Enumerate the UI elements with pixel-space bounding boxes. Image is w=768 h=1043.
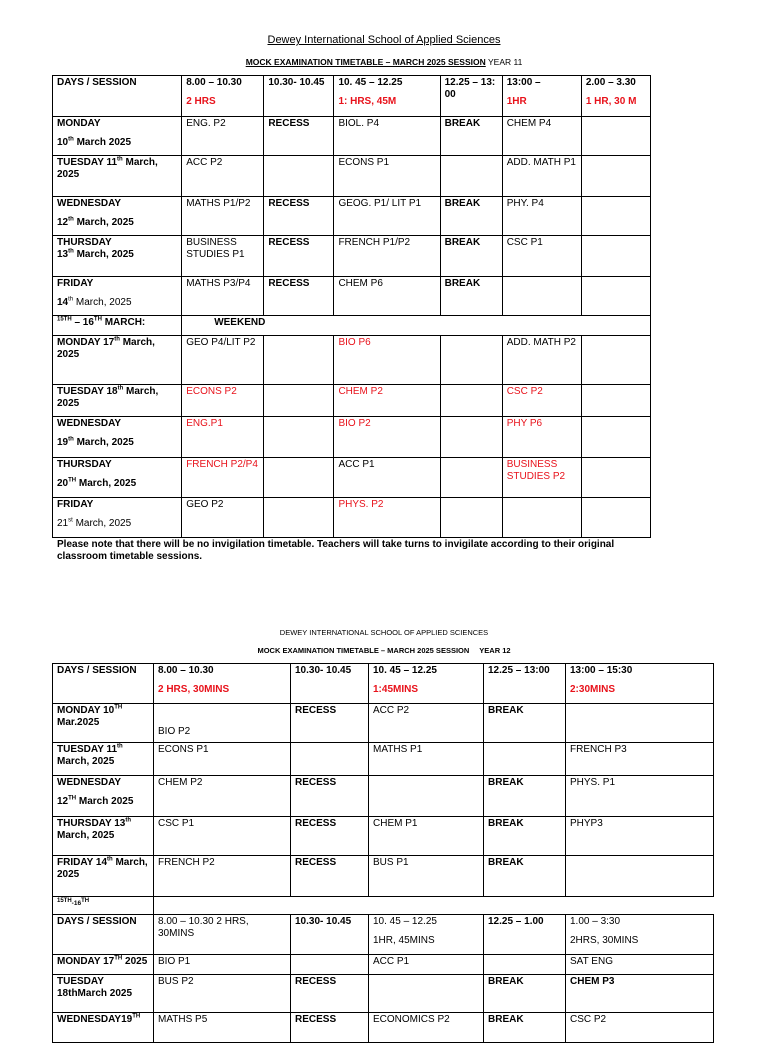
break-cell: BREAK: [484, 817, 566, 856]
break-cell: BREAK: [484, 856, 566, 897]
recess-cell: RECESS: [264, 197, 334, 236]
exam-cell: PHY P6: [502, 417, 581, 458]
exam-cell: CHEM P2: [154, 776, 291, 817]
exam-cell: PHY. P4: [502, 197, 581, 236]
exam-cell: [581, 117, 650, 156]
weekend-row: [53, 316, 651, 336]
weekend-blank: [484, 897, 566, 915]
day-cell: THURSDAY 13th March, 2025: [53, 236, 182, 277]
recess-cell: [264, 156, 334, 197]
day-cell: WEDNESDAY19TH: [53, 1013, 154, 1043]
exam-cell: MATHS P3/P4: [182, 277, 264, 316]
year-label: YEAR 11: [485, 57, 523, 67]
exam-cell: [369, 975, 484, 1013]
exam-cell: [581, 498, 650, 538]
exam-cell: BIO P1: [154, 955, 291, 975]
header-break: 12.25 – 13:00: [484, 664, 566, 704]
day-cell: FRIDAY 14th March, 2025: [53, 277, 182, 316]
table-header-row: [53, 76, 651, 117]
break-cell: [440, 336, 502, 385]
exam-cell: ECONS P1: [154, 743, 291, 776]
recess-cell: [264, 458, 334, 498]
table-header-row-2: [53, 915, 714, 955]
timetable-subtitle: [0, 57, 768, 67]
exam-cell: MATHS P5: [154, 1013, 291, 1043]
table-row: [53, 156, 651, 197]
header-session-1: 8.00 – 10.30 2 HRS: [182, 76, 264, 117]
header-session-1: 8.00 – 10.30 2 HRS, 30MINS: [154, 915, 291, 955]
table-row: [53, 236, 651, 277]
table-row: [53, 1013, 714, 1043]
exam-cell: GEOG. P1/ LIT P1: [334, 197, 440, 236]
exam-cell: ENG. P2: [182, 117, 264, 156]
timetable-subtitle-2: [0, 646, 768, 655]
table-row: [53, 817, 714, 856]
school-title-2: DEWEY INTERNATIONAL SCHOOL OF APPLIED SCIENCES: [279, 628, 489, 637]
table-row: [53, 856, 714, 897]
school-title: Dewey International School of Applied Sciences: [267, 34, 501, 46]
exam-cell: BUS P2: [154, 975, 291, 1013]
table-row: [53, 776, 714, 817]
weekend-blank: [291, 897, 369, 915]
day-cell: THURSDAY 20TH March, 2025: [53, 458, 182, 498]
exam-cell: [581, 236, 650, 277]
day-cell: WEDNESDAY 19th March, 2025: [53, 417, 182, 458]
weekend-blank: [154, 897, 291, 915]
exam-cell: ACC P1: [334, 458, 440, 498]
break-cell: [440, 417, 502, 458]
exam-cell: [581, 417, 650, 458]
exam-cell: BIOL. P4: [334, 117, 440, 156]
table-row: [53, 385, 651, 417]
exam-cell: FRENCH P2/P4: [182, 458, 264, 498]
header-session-1: 8.00 – 10.30 2 HRS, 30MINS: [154, 664, 291, 704]
recess-cell: [264, 385, 334, 417]
day-cell: FRIDAY 21st March, 2025: [53, 498, 182, 538]
year-label: YEAR 12: [479, 646, 511, 655]
break-cell: [484, 955, 566, 975]
exam-cell: ECONS P1: [334, 156, 440, 197]
day-cell: WEDNESDAY 12TH March 2025: [53, 776, 154, 817]
recess-cell: RECESS: [291, 704, 369, 743]
exam-cell: [581, 458, 650, 498]
header-break: 12.25 – 13: 00: [440, 76, 502, 117]
exam-cell: ACC P2: [182, 156, 264, 197]
exam-cell: BUSINESS STUDIES P1: [182, 236, 264, 277]
day-cell: MONDAY 17TH 2025: [53, 955, 154, 975]
exam-cell: MATHS P1: [369, 743, 484, 776]
invigilation-note: Please note that there will be no invigilation timetable. Teachers will take turns to invigilate according to their original classroom timetable sessions.: [57, 539, 615, 562]
exam-cell: FRENCH P1/P2: [334, 236, 440, 277]
break-cell: [440, 156, 502, 197]
break-cell: BREAK: [484, 975, 566, 1013]
table-row: [53, 498, 651, 538]
header-recess: 10.30- 10.45: [291, 915, 369, 955]
exam-cell: [581, 385, 650, 417]
exam-cell: CSC P2: [502, 385, 581, 417]
header-session-4: 2.00 – 3.30 1 HR, 30 M: [581, 76, 650, 117]
day-cell: THURSDAY 13th March, 2025: [53, 817, 154, 856]
break-cell: [484, 743, 566, 776]
exam-cell: CHEM P3: [566, 975, 714, 1013]
exam-cell: ENG.P1: [182, 417, 264, 458]
recess-cell: RECESS: [264, 236, 334, 277]
day-cell: TUESDAY 18thMarch 2025: [53, 975, 154, 1013]
exam-cell: [566, 704, 714, 743]
recess-cell: RECESS: [291, 975, 369, 1013]
exam-cell: FRENCH P2: [154, 856, 291, 897]
header-days: DAYS / SESSION: [53, 915, 154, 955]
table-row: [53, 277, 651, 316]
exam-cell: ACC P2: [369, 704, 484, 743]
table-row: [53, 458, 651, 498]
recess-cell: [264, 417, 334, 458]
day-cell: MONDAY 17th March, 2025: [53, 336, 182, 385]
year11-timetable: [52, 75, 651, 538]
exam-cell: CHEM P4: [502, 117, 581, 156]
exam-cell: CHEM P6: [334, 277, 440, 316]
exam-cell: CSC P1: [154, 817, 291, 856]
exam-cell: BIO P6: [334, 336, 440, 385]
header-session-3: 13:00 – 15:30 2:30MINS: [566, 664, 714, 704]
exam-cell: ADD. MATH P1: [502, 156, 581, 197]
table-header-row: [53, 664, 714, 704]
day-cell: MONDAY 10th March 2025: [53, 117, 182, 156]
exam-cell: [581, 336, 650, 385]
day-cell: WEDNESDAY 12th March, 2025: [53, 197, 182, 236]
header-recess: 10.30- 10.45: [291, 664, 369, 704]
break-cell: [440, 498, 502, 538]
exam-cell: GEO P2: [182, 498, 264, 538]
table-row: [53, 743, 714, 776]
exam-cell: MATHS P1/P2: [182, 197, 264, 236]
exam-cell: BUSINESS STUDIES P2: [502, 458, 581, 498]
exam-cell: BIO P2: [334, 417, 440, 458]
table-row: [53, 955, 714, 975]
exam-cell: ADD. MATH P2: [502, 336, 581, 385]
table-row: [53, 336, 651, 385]
header-days: DAYS / SESSION: [53, 664, 154, 704]
break-cell: BREAK: [440, 277, 502, 316]
exam-cell: [581, 277, 650, 316]
header-session-2: 10. 45 – 12.25 1:45MINS: [369, 664, 484, 704]
exam-cell: [502, 277, 581, 316]
header-days: DAYS / SESSION: [53, 76, 182, 117]
year12-timetable: [52, 663, 714, 1043]
recess-cell: [291, 743, 369, 776]
recess-cell: RECESS: [291, 856, 369, 897]
break-cell: BREAK: [440, 117, 502, 156]
exam-cell: CSC P1: [502, 236, 581, 277]
weekend-label: WEEKEND: [182, 316, 651, 336]
table-row: [53, 197, 651, 236]
exam-cell: BUS P1: [369, 856, 484, 897]
exam-cell: [566, 856, 714, 897]
table-row: [53, 704, 714, 743]
table-row: [53, 117, 651, 156]
weekend-row: [53, 897, 714, 915]
subtitle-text: MOCK EXAMINATION TIMETABLE – MARCH 2025 SESSION: [245, 57, 486, 67]
exam-cell: PHYS. P2: [334, 498, 440, 538]
exam-cell: [581, 156, 650, 197]
exam-cell: CSC P2: [566, 1013, 714, 1043]
recess-cell: [264, 498, 334, 538]
exam-cell: [502, 498, 581, 538]
break-cell: BREAK: [484, 1013, 566, 1043]
recess-cell: [264, 336, 334, 385]
table-row: [53, 975, 714, 1013]
subtitle-text: MOCK EXAMINATION TIMETABLE – MARCH 2025 SESSION: [257, 646, 470, 655]
day-cell: TUESDAY 11th March, 2025: [53, 743, 154, 776]
day-cell: MONDAY 10TH Mar.2025: [53, 704, 154, 743]
exam-cell: PHYP3: [566, 817, 714, 856]
break-cell: [440, 385, 502, 417]
recess-cell: RECESS: [264, 277, 334, 316]
recess-cell: RECESS: [264, 117, 334, 156]
weekend-dates: $^{15TH}$ – 16TH MARCH:: [53, 316, 182, 336]
header-session-2: 10. 45 – 12.25 1HR, 45MINS: [369, 915, 484, 955]
break-cell: [440, 458, 502, 498]
exam-cell: GEO P4/LIT P2: [182, 336, 264, 385]
break-cell: BREAK: [484, 776, 566, 817]
day-cell: FRIDAY 14th March, 2025: [53, 856, 154, 897]
header-session-2: 10. 45 – 12.25 1: HRS, 45M: [334, 76, 440, 117]
exam-cell: [581, 197, 650, 236]
exam-cell: CHEM P1: [369, 817, 484, 856]
header-session-3: 1.00 – 3:30 2HRS, 30MINS: [566, 915, 714, 955]
day-cell: TUESDAY 18th March, 2025: [53, 385, 182, 417]
break-cell: BREAK: [484, 704, 566, 743]
exam-cell: CHEM P2: [334, 385, 440, 417]
exam-cell: PHYS. P1: [566, 776, 714, 817]
header-break: 12.25 – 1.00: [484, 915, 566, 955]
exam-cell: ECONOMICS P2: [369, 1013, 484, 1043]
exam-cell: SAT ENG: [566, 955, 714, 975]
break-cell: BREAK: [440, 236, 502, 277]
exam-cell: [369, 776, 484, 817]
recess-cell: RECESS: [291, 817, 369, 856]
weekend-dates: $^{15TH}$-16TH: [53, 897, 154, 915]
break-cell: BREAK: [440, 197, 502, 236]
recess-cell: RECESS: [291, 776, 369, 817]
recess-cell: [291, 955, 369, 975]
exam-cell: FRENCH P3: [566, 743, 714, 776]
header-session-3: 13:00 – 1HR: [502, 76, 581, 117]
exam-cell: ACC P1: [369, 955, 484, 975]
day-cell: TUESDAY 11th March, 2025: [53, 156, 182, 197]
exam-cell: ECONS P2: [182, 385, 264, 417]
table-row: [53, 417, 651, 458]
recess-cell: RECESS: [291, 1013, 369, 1043]
weekend-blank: [369, 897, 484, 915]
header-recess: 10.30- 10.45: [264, 76, 334, 117]
weekend-blank: [566, 897, 714, 915]
exam-cell: BIO P2: [154, 704, 291, 743]
